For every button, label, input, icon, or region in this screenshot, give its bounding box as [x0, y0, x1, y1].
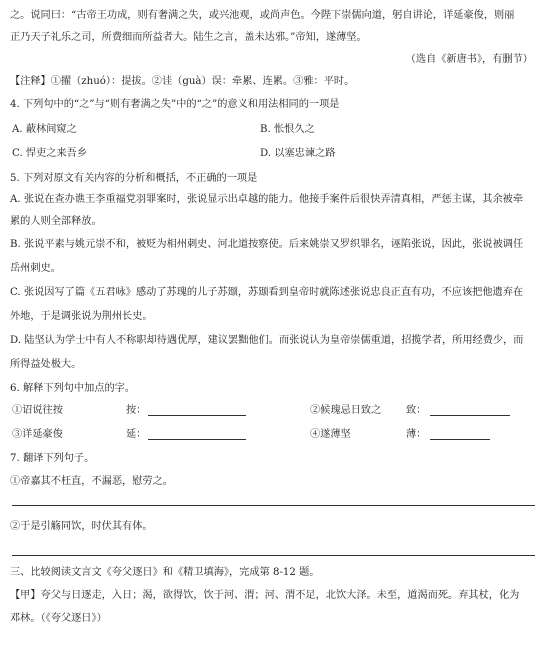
q7-sentence-1: ①帝嘉其不枉直，不漏恶，慰劳之。 [10, 476, 173, 487]
q6-item-3: ③详延豪俊 [12, 429, 63, 440]
q7-stem: 7. 翻译下列句子。 [10, 453, 95, 464]
q6-answer-4[interactable] [430, 428, 490, 440]
q5-option-c-line-1: C. 张说因写了篇《五君咏》感动了苏瑰的儿子苏颋，苏颋看到皇帝时就陈述张说忠良正直有功，不应该把他遗弃在 [10, 287, 524, 298]
passage-jia-line-2: 邓林。（《夸父逐日》） [10, 613, 107, 624]
passage-line-1: 之。说同曰：“古帝王功成，则有奢满之失，或兴池观，或尚声色。今陛下崇儒向道，躬自讲论，详延豪俊，则丽 [10, 10, 515, 21]
q6-answer-3[interactable] [148, 428, 246, 440]
passage-source: （选自《新唐书》，有删节） [405, 54, 533, 65]
passage-line-2: 正乃天子礼乐之司，所费细而所益者大。陆生之言，盖未达邪。”帝知，遂薄坚。 [10, 32, 367, 43]
q5-option-d-line-1: D. 陆坚认为学士中有人不称职却待遇优厚，建议罢黜他们。而张说认为皇帝崇儒重道，招揽学者，所用经费少，而 [10, 335, 524, 346]
q6-item-2-label: 致： [406, 405, 427, 416]
q6-stem: 6. 解释下列句中加点的字。 [10, 383, 136, 394]
q6-item-1: ①诏说往按 [12, 405, 63, 416]
q4-stem: 4. 下列句中的“之”与“则有奢满之失”中的“之”的意义和用法相同的一项是 [10, 99, 340, 110]
passage-jia-line-1: 【甲】夸父与日逐走，入日；渴，欲得饮，饮于河、渭；河、渭不足，北饮大泽。未至，道渴而死。弃其杖，化为 [10, 590, 520, 601]
q6-item-2: ②候瑰忌日致之 [310, 405, 382, 416]
q7-sentence-2: ②于是引觞同饮，时伏其有体。 [10, 521, 153, 532]
section-3-title: 三、比较阅读文言文《夸父逐日》和《精卫填海》，完成第 8-12 题。 [10, 567, 320, 578]
q6-answer-2[interactable] [430, 404, 510, 416]
q4-option-a: A. 蔽林间窥之 [12, 124, 77, 135]
q6-item-3-label: 延： [126, 429, 147, 440]
q6-item-4-label: 薄： [406, 429, 427, 440]
q5-stem: 5. 下列对原文有关内容的分析和概括，不正确的一项是 [10, 173, 258, 184]
q4-option-d: D. 以塞忠谏之路 [260, 148, 336, 159]
q6-answer-1[interactable] [148, 404, 246, 416]
q5-option-a-line-1: A. 张说在查办谯王李重福党羽罪案时，张说显示出卓越的能力。他接手案件后很快弄清真相，严惩主谋，其余被牵 [10, 194, 524, 205]
q5-option-b-line-2: 岳州刺史。 [10, 263, 61, 274]
q7-answer-line-2[interactable] [12, 555, 535, 556]
q5-option-b-line-1: B. 张说平素与姚元崇不和，被贬为相州刺史、河北道按察使。后来姚崇又罗织罪名，诬陷张说，因此，张说被调任 [10, 239, 524, 250]
q4-option-c: C. 悍吏之来吾乡 [12, 148, 88, 159]
q5-option-a-line-2: 累的人则全部释放。 [10, 216, 102, 227]
q5-option-d-line-2: 所得益处极大。 [10, 359, 82, 370]
notes: 【注释】①擢（zhuó）：提拔。②诖（guà）误：牵累、连累。③雅：平时。 [10, 76, 355, 87]
q6-item-1-label: 按： [126, 405, 147, 416]
q7-answer-line-1[interactable] [12, 505, 535, 506]
q5-option-c-line-2: 外地，于是调张说为荆州长史。 [10, 311, 153, 322]
q4-option-b: B. 怅恨久之 [260, 124, 315, 135]
q6-item-4: ④遂薄坚 [310, 429, 351, 440]
